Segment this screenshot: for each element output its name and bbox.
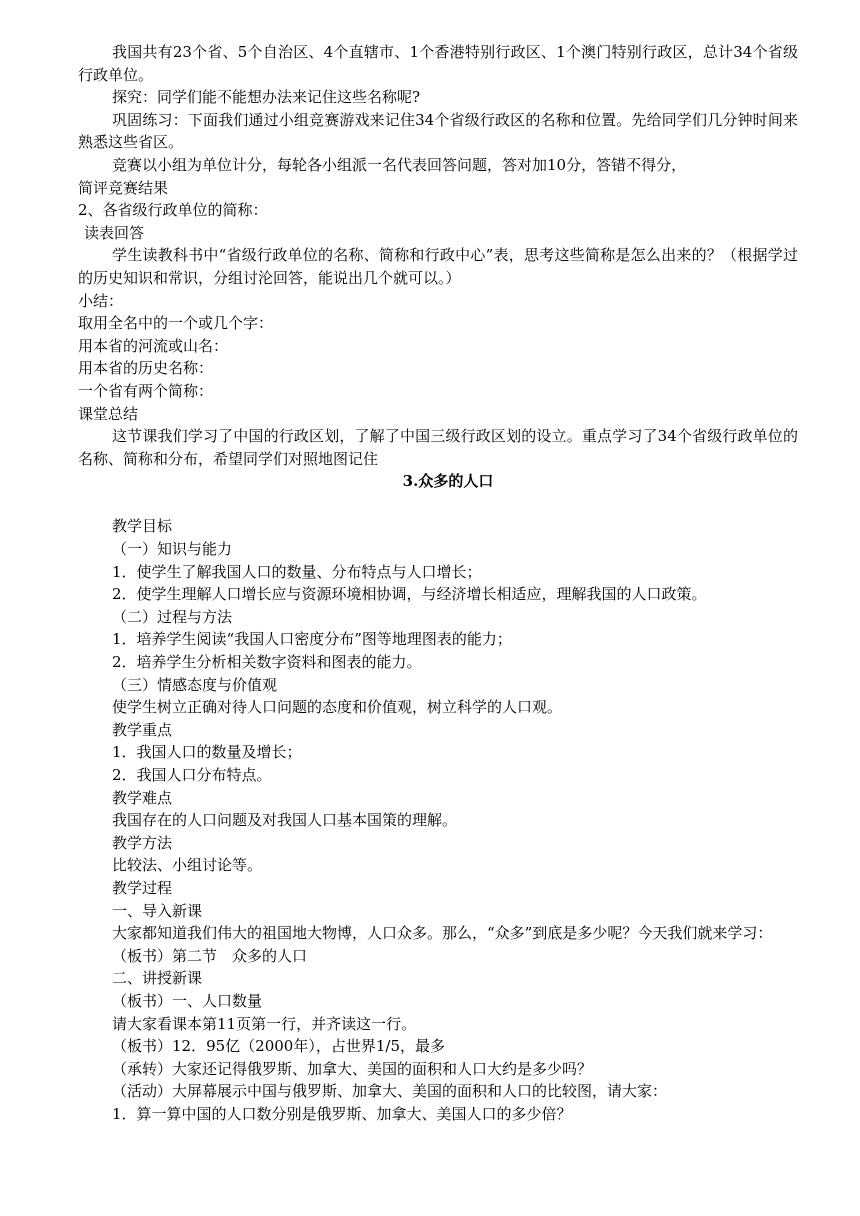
board-note: （板书）12．95亿（2000年），占世界1/5，最多 bbox=[112, 1037, 445, 1056]
list-item: 1．使学生了解我国人口的数量、分布特点与人口增长； bbox=[112, 562, 482, 581]
paragraph-intro: 大家都知道我们伟大的祖国地大物博，人口众多。那么，“众多”到底是多少呢？今天我们就来学习： bbox=[112, 924, 773, 943]
list-item: 2．我国人口分布特点。 bbox=[112, 766, 272, 784]
heading-key-points: 教学重点 bbox=[112, 720, 173, 739]
heading-difficulties: 教学难点 bbox=[112, 788, 173, 807]
paragraph-practice: 巩固练习：下面我们通过小组竞赛游戏来记住34个省级行政区的名称和位置。先给同学们几分钟时间来熟悉这些省区。 bbox=[78, 110, 798, 152]
heading-process: 教学过程 bbox=[112, 878, 173, 897]
summary-item: 用本省的河流或山名： bbox=[78, 336, 229, 355]
paragraph: 我国存在的人口问题及对我国人口基本国策的理解。 bbox=[112, 811, 458, 830]
subheading: 二、讲授新课 bbox=[112, 969, 203, 988]
paragraph: （活动）大屏幕展示中国与俄罗斯、加拿大、美国的面积和人口的比较图，请大家： bbox=[112, 1082, 668, 1101]
summary-item: 取用全名中的一个或几个字： bbox=[78, 314, 274, 333]
list-item: 2．使学生理解人口增长应与资源环境相协调，与经济增长相适应，理解我国的人口政策。 bbox=[112, 585, 707, 604]
section-title: 3.众多的人口 bbox=[402, 472, 494, 491]
heading-abbreviations: 2、各省级行政单位的简称： bbox=[78, 201, 268, 220]
spacer bbox=[78, 493, 798, 516]
subheading: （三）情感态度与价值观 bbox=[112, 675, 278, 694]
paragraph-province-count: 我国共有23个省、5个自治区、4个直辖市、1个香港特别行政区、1个澳门特别行政区，总计34个省级行政单位。 bbox=[78, 43, 798, 84]
paragraph-class-summary: 这节课我们学习了中国的行政区划，了解了中国三级行政区划的设立。重点学习了34个省级行政单位的名称、简称和分布，希望同学们对照地图记住 bbox=[78, 427, 798, 468]
list-item: 1．培养学生阅读“我国人口密度分布”图等地理图表的能力； bbox=[112, 630, 512, 649]
board-note: （板书）第二节 众多的人口 bbox=[112, 946, 308, 965]
heading-teaching-goals: 教学目标 bbox=[112, 517, 173, 536]
heading-class-summary: 课堂总结 bbox=[78, 404, 139, 423]
paragraph-student-reading: 学生读教科书中“省级行政单位的名称、简称和行政中心”表，思考这些简称是怎么出来的？（根据学过的历史知识和常识，分组讨沦回答，能说出几个就可以。） bbox=[78, 246, 798, 287]
paragraph-competition: 竞赛以小组为单位计分，每轮各小组派一名代表回答问题，答对加10分，答错不得分， bbox=[112, 155, 687, 174]
heading-summary: 小结： bbox=[78, 291, 124, 310]
subheading: （一）知识与能力 bbox=[112, 540, 233, 559]
paragraph-explore: 探究：同学们能不能想办法来记住这些名称呢? bbox=[112, 88, 421, 107]
paragraph-review: 简评竞赛结果 bbox=[78, 178, 169, 197]
paragraph-read-table: 读表回答 bbox=[84, 223, 145, 242]
subheading: 一、导入新课 bbox=[112, 901, 203, 920]
paragraph: 比较法、小组讨论等。 bbox=[112, 856, 263, 875]
list-item: 2．培养学生分析相关数字资料和图表的能力。 bbox=[112, 653, 422, 672]
document-page bbox=[78, 41, 798, 1126]
summary-item: 用本省的历史名称： bbox=[78, 359, 214, 378]
paragraph: 请大家看课本第11页第一行，并齐读这一行。 bbox=[112, 1014, 417, 1033]
paragraph: 使学生树立正确对待人口问题的态度和价值观，树立科学的人口观。 bbox=[112, 698, 563, 717]
board-note: （板书）一、人口数量 bbox=[112, 991, 263, 1010]
heading-methods: 教学方法 bbox=[112, 833, 173, 852]
list-item: 1．我国人口的数量及增长； bbox=[112, 743, 302, 762]
paragraph: （承转）大家还记得俄罗斯、加拿大、美国的面积和人口大约是多少吗？ bbox=[112, 1059, 593, 1078]
subheading: （二）过程与方法 bbox=[112, 607, 233, 626]
list-item: 1．算一算中国的人口数分别是俄罗斯、加拿大、美国人口的多少倍？ bbox=[112, 1104, 572, 1123]
summary-item: 一个省有两个简称： bbox=[78, 381, 214, 400]
